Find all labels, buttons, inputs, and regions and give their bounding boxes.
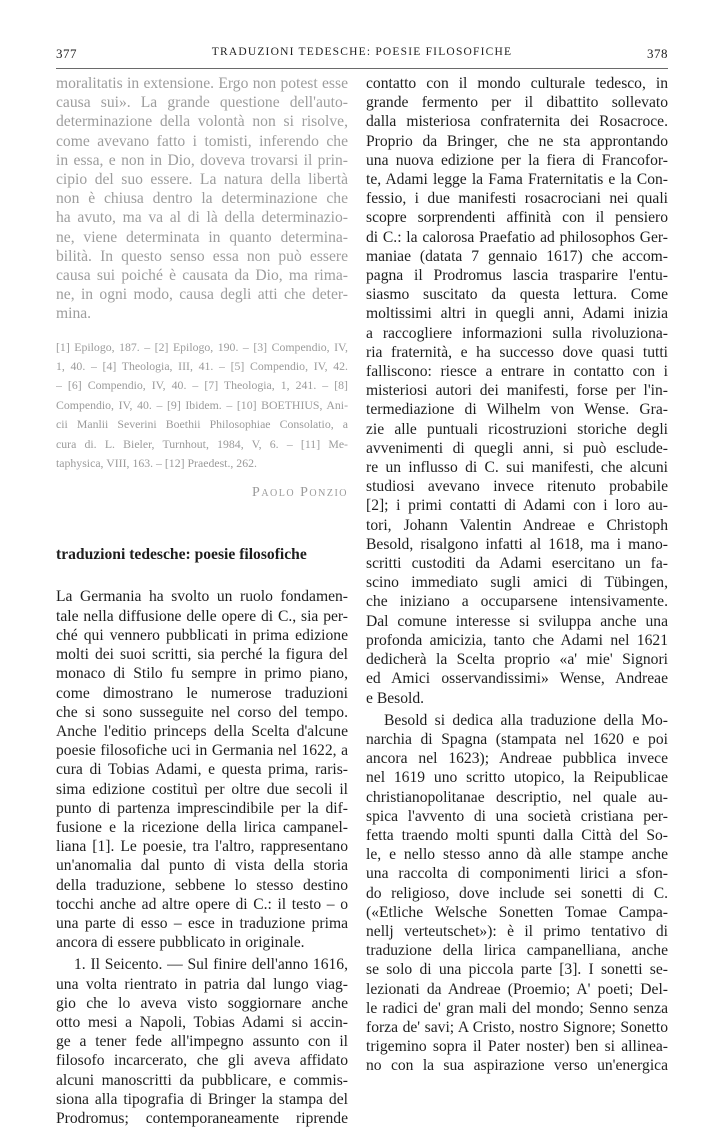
- text-line: ge a tener fede all'impegno assunto con il: [56, 1033, 348, 1051]
- section-title: traduzioni tedesche: poesie filosofiche: [56, 546, 307, 564]
- text-line: 1. Il Seicento. — Sul finire dell'anno 1616,: [74, 956, 348, 974]
- text-line: come dimostrano le numerose traduzioni: [56, 684, 348, 702]
- author-signature: Paolo Ponzio: [252, 485, 348, 501]
- text-line: ria fraternità, e ha successo dove quasi tutti: [366, 343, 668, 361]
- note-line: Compendio, IV, 40. – [9] Ibidem. – [10] BOETHIUS, Ani-: [56, 397, 348, 412]
- text-line: re un influsso di C. sui manifesti, che alcuni: [366, 459, 668, 477]
- text-line: a raccogliere informazioni sulla rivoluziona-: [366, 324, 668, 342]
- note-line: [1] Epilogo, 187. – [2] Epilogo, 190. – [3] Compendio, IV,: [56, 339, 348, 354]
- text-line: narchia di Spagna (stampata nel 1620 e poi: [366, 730, 668, 748]
- text-line: molti dei suoi scritti, sia perché la figura del: [56, 646, 348, 664]
- text-line: scopre sorprendenti affinità con il pensiero: [366, 209, 668, 227]
- text-line: nellj verteutschet»): è il primo tentativo di: [366, 922, 668, 940]
- left-column: [56, 74, 348, 1128]
- text-line: sima edizione costituì per oltre due secoli il: [56, 780, 348, 798]
- text-line: scritti custoditi da Adami esercitano un fa-: [366, 555, 668, 573]
- text-line: se solo di una piccola parte [3]. I sonetti se-: [366, 961, 668, 979]
- text-line: fusione e la ricezione della lirica campanel-: [56, 818, 348, 836]
- text-line: come avevano fatto i tomisti, inferendo che: [56, 132, 348, 150]
- text-line: christianopolitanae descriptio, nel quale au-: [366, 788, 668, 806]
- running-title: TRADUZIONI TEDESCHE: POESIE FILOSOFICHE: [211, 46, 513, 58]
- note-line: – [6] Compendio, IV, 40. – [7] Theologia, 1, 241. – [8]: [56, 378, 348, 393]
- running-header: [56, 46, 668, 66]
- text-line: liana [1]. Le poesie, tra l'altro, rappresentano: [56, 838, 348, 856]
- text-line: siasmo suscitato da questa lettura. Come: [366, 286, 668, 304]
- text-line: della traduzione, sebbene lo stesso destino: [56, 876, 348, 894]
- text-line: ne, in ogni modo, causa degli atti che deter-: [56, 286, 348, 304]
- text-line: le radici de' gran mali del mondo; Senno senza: [366, 999, 668, 1017]
- text-line: moltissimi altri in quegli anni, Adami inizia: [366, 305, 668, 323]
- text-line: che iniziano a occuparsene intensivamente.: [366, 593, 668, 611]
- text-line: una nuova edizione per la fiera di Francofor-: [366, 151, 668, 169]
- text-line: un'anomalia dal punto di vista della storia: [56, 857, 348, 875]
- text-line: ne, viene determinata in quanto determina-: [56, 228, 348, 246]
- text-line: di C.: la calorosa Praefatio ad philosophos Ger-: [366, 228, 668, 246]
- text-line: fetta traendo molti spunti dalla Città del So-: [366, 826, 668, 844]
- text-line: causa sui». La grande questione dell'auto-: [56, 94, 348, 112]
- text-line: poesie filosofiche uci in Germania nel 1622, a: [56, 742, 348, 760]
- text-line: non è chiusa dentro la determinazione che: [56, 190, 348, 208]
- previous-entry-text: [56, 74, 348, 324]
- text-line: te, Adami legge la Fama Fraternitatis e la Con-: [366, 171, 668, 189]
- text-line: maniae (datata 7 gennaio 1617) che accom-: [366, 247, 668, 265]
- text-line: una parte di esso – esce in traduzione prima: [56, 914, 348, 932]
- text-line: traduzione della lirica campanelliana, anche: [366, 942, 668, 960]
- text-line: monaco di Stilo fu sempre in primo piano,: [56, 665, 348, 683]
- text-line: Besold, risalgono infatti al 1618, ma i mano-: [366, 535, 668, 553]
- text-line: falliscono: riesce a entrare in contatto con i: [366, 363, 668, 381]
- text-line: e Besold.: [366, 689, 425, 707]
- note-line: taphysica, VIII, 163. – [12] Praedest., 262.: [56, 456, 257, 471]
- text-line: moralitatis in extensione. Ergo non potest esse: [56, 75, 348, 92]
- text-line: che si sono susseguite nel corso del tempo.: [56, 703, 348, 721]
- text-line: cipio del suo essere. La natura della libertà: [56, 171, 348, 189]
- text-line: nel 1619 uno scritto utopico, la Reipublicae: [366, 769, 668, 787]
- text-line: forza de' savi; A Cristo, nostro Signore; Sonetto: [366, 1018, 668, 1036]
- besold-paragraph: [366, 711, 668, 1076]
- text-line: Dal comune interesse si sviluppa anche una: [366, 612, 668, 630]
- text-line: trigemino sopra il Pater noster) ben si allinea-: [366, 1038, 668, 1056]
- text-line: dedicherà la Scelta proprio «a' mie' Signori: [366, 651, 668, 669]
- text-line: («Etliche Welsche Sonetten Tomae Campa-: [366, 903, 668, 921]
- text-line: studiosi avevano invece ritenuto probabile: [366, 478, 668, 496]
- text-line: una raccolta di componimenti lirici a sfon-: [366, 865, 668, 883]
- text-line: Anche l'editio princeps della Scelta d'alcune: [56, 722, 348, 740]
- text-line: [2]; i primi contatti di Adami con i loro au-: [366, 497, 668, 515]
- note-line: cii Manlii Severini Boethii Philosophiae Consolatio, a: [56, 417, 348, 432]
- text-line: causa sui poiché è causata da Dio, ma rima-: [56, 267, 348, 285]
- text-line: dalla misteriosa confraternita dei Rosacroce.: [366, 113, 668, 131]
- text-line: scino immediato sugli amici di Tübingen,: [366, 574, 668, 592]
- right-column: [366, 74, 668, 1076]
- text-line: tale nella diffusione delle opere di C., sia per-: [56, 607, 348, 625]
- text-line: zie alle puntuali ricostruzioni storiche degli: [366, 420, 668, 438]
- text-line: cura di Tobias Adami, e questa prima, raris-: [56, 761, 348, 779]
- text-line: Besold si dedica alla traduzione della Mo-: [384, 711, 668, 729]
- text-line: tocchi anche ad altre opere di C.: il testo – o: [56, 895, 348, 913]
- text-line: profonda amicizia, tanto che Adami nel 1621: [366, 631, 668, 649]
- text-line: otto mesi a Napoli, Tobias Adami si accin-: [56, 1013, 348, 1031]
- note-line: cura di. L. Bieler, Turnhout, 1984, V, 6. – [11] Me-: [56, 436, 348, 451]
- text-line: Proprio da Bringer, che ne sta approntando: [366, 132, 668, 150]
- text-line: fessio, i due manifesti rosacrociani nei quali: [366, 190, 668, 208]
- text-line: contatto con il mondo culturale tedesco, in: [366, 75, 668, 92]
- text-line: una volta rientrato in patria dal lungo viag-: [56, 975, 348, 993]
- text-line: grande fermento per il dibattito sollevato: [366, 94, 668, 112]
- intro-paragraph: [56, 587, 348, 952]
- text-line: filosofo incarcerato, che gli aveva affidato: [56, 1052, 348, 1070]
- text-line: siona alla tipografia di Bringer la stampa del: [56, 1090, 348, 1108]
- text-line: Prodromus; contemporaneamente riprende: [56, 1109, 348, 1127]
- text-line: tori, Johann Valentin Andreae e Christoph: [366, 516, 668, 534]
- text-line: La Germania ha svolto un ruolo fondamen-: [56, 588, 348, 606]
- text-line: ché qui vennero pubblicati in prima edizione: [56, 626, 348, 644]
- text-line: gio che lo aveva visto soggiornare anche: [56, 994, 348, 1012]
- note-line: 1, 40. – [4] Theologia, III, 41. – [5] Compendio, IV, 42.: [56, 359, 348, 374]
- page-number-left: 377: [56, 46, 77, 61]
- text-line: no con la sua aspirazione verso un'energica: [366, 1057, 668, 1075]
- text-line: determinazione della volontà non si risolve,: [56, 113, 348, 131]
- seicento-paragraph: [56, 955, 348, 1128]
- text-line: misteriosi autori dei manifesti, forse per l'in-: [366, 382, 668, 400]
- text-line: avvenimenti di quegli anni, si può esclude-: [366, 439, 668, 457]
- text-line: ancora di essere pubblicato in originale.: [56, 934, 305, 952]
- continued-paragraph: [366, 74, 668, 708]
- text-line: in essa, e non in Dio, doveva trovarsi il prin-: [56, 151, 348, 169]
- text-line: ha avuto, ma va al di là della determinazio-: [56, 209, 348, 227]
- text-line: bilità. In questo senso essa non può essere: [56, 247, 348, 265]
- bibliographic-notes: [56, 338, 348, 474]
- text-line: spica l'avvento di una società cristiana per-: [366, 807, 668, 825]
- text-line: mina.: [56, 305, 92, 323]
- text-line: ed Amici osservandissimi» Wense, Andreae: [366, 670, 668, 688]
- page-number-right: 378: [647, 46, 668, 61]
- text-line: do religioso, dove include sei sonetti di C.: [366, 884, 668, 902]
- text-line: punto di partenza imprescindibile per la dif-: [56, 799, 348, 817]
- text-line: lezionati da Andreae (Proemio; A' poeti; Del-: [366, 980, 668, 998]
- text-line: le, e nello stesso anno dà alle stampe anche: [366, 846, 668, 864]
- text-line: termediazione di Wilhelm von Wense. Gra-: [366, 401, 668, 419]
- text-line: ancora nel 1623); Andreae pubblica invece: [366, 750, 668, 768]
- text-line: pagna il Prodromus lascia trasparire l'entu-: [366, 267, 668, 285]
- header-rule: [56, 68, 668, 69]
- text-line: alcuni manoscritti da pubblicare, e commis-: [56, 1071, 348, 1089]
